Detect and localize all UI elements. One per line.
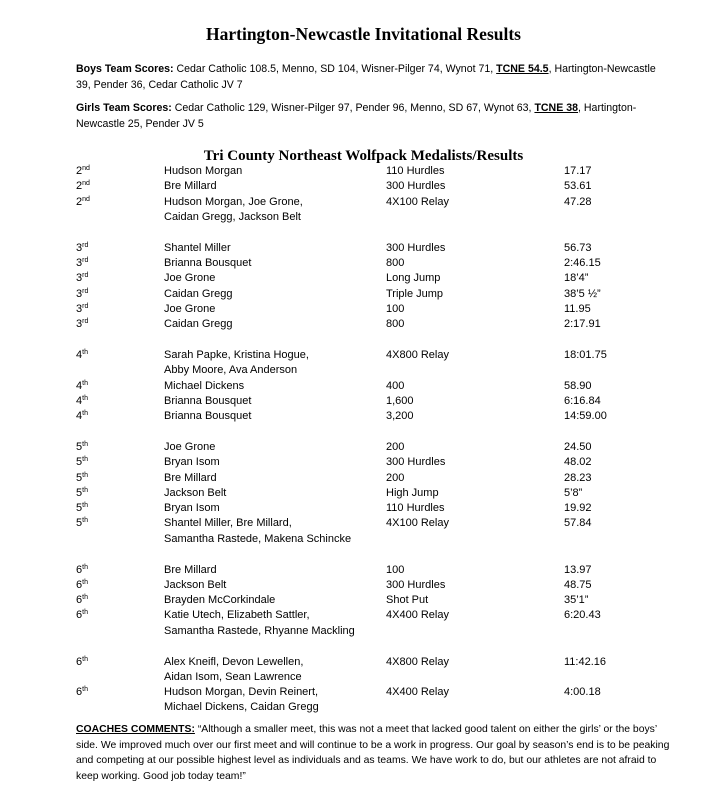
result-mark: 48.02: [564, 456, 592, 469]
athlete-line: Michael Dickens, Caidan Gregg: [164, 701, 319, 714]
athlete-line: Abby Moore, Ava Anderson: [164, 364, 298, 377]
result-row: [0, 593, 727, 608]
result-row: [0, 271, 727, 286]
result-event: 800: [386, 256, 405, 269]
result-event: 1,600: [386, 394, 414, 407]
result-athletes: [164, 317, 374, 332]
result-mark: 2:17.91: [564, 318, 601, 331]
result-row: [0, 195, 727, 226]
result-athletes: [164, 409, 374, 424]
result-event: 200: [386, 440, 405, 453]
athlete-line: Samantha Rastede, Rhyanne Mackling: [164, 624, 355, 637]
result-event: High Jump: [386, 486, 439, 499]
result-mark: 18:01.75: [564, 348, 607, 361]
athlete-line: Samantha Rastede, Makena Schincke: [164, 532, 352, 545]
result-row: [0, 348, 727, 379]
result-mark: 56.73: [564, 241, 592, 254]
result-place: 2nd: [76, 180, 90, 193]
result-event: 4X100 Relay: [386, 195, 449, 208]
boys-scores-tcne: TCNE 54.5: [496, 63, 549, 75]
result-event: 4X400 Relay: [386, 686, 449, 699]
result-place: 5th: [76, 502, 88, 515]
result-mark: 24.50: [564, 440, 592, 453]
results-list: [0, 164, 727, 716]
athlete-line: Bre Millard: [164, 563, 217, 576]
result-athletes: [164, 516, 374, 547]
result-athletes: [164, 608, 374, 639]
result-row: [0, 608, 727, 639]
result-place: 3rd: [76, 241, 89, 254]
girls-scores-after: , Hartington-Newcastle 25, Pender JV 5: [76, 102, 637, 130]
coaches-comments: [76, 722, 676, 784]
result-place: 3rd: [76, 272, 89, 285]
result-event: 110 Hurdles: [386, 502, 445, 515]
result-event: 300 Hurdles: [386, 241, 446, 254]
result-row: [0, 516, 727, 547]
athlete-line: Brianna Bousquet: [164, 394, 252, 407]
result-place: 4th: [76, 379, 88, 392]
result-row: [0, 409, 727, 424]
result-place: 5th: [76, 517, 88, 530]
athlete-line: Caidan Gregg, Jackson Belt: [164, 210, 301, 223]
result-place: 6th: [76, 594, 88, 607]
result-event: Triple Jump: [386, 287, 444, 300]
result-place: 4th: [76, 410, 88, 423]
result-mark: 28.23: [564, 471, 592, 484]
result-event: Long Jump: [386, 272, 441, 285]
boys-scores-after: , Hartington-Newcastle 39, Pender 36, Cedar Catholic JV 7: [76, 63, 656, 91]
boys-scores-label: Boys Team Scores:: [76, 63, 174, 75]
result-athletes: [164, 486, 374, 501]
athlete-line: Bre Millard: [164, 471, 217, 484]
result-mark: 18’4”: [564, 272, 589, 285]
result-athletes: [164, 287, 374, 302]
result-row: [0, 578, 727, 593]
result-athletes: [164, 195, 374, 226]
result-row: [0, 241, 727, 256]
result-athletes: [164, 348, 374, 379]
result-row: [0, 287, 727, 302]
result-row: [0, 563, 727, 578]
result-event: 4X800 Relay: [386, 655, 449, 668]
results-subtitle: Tri County Northeast Wolfpack Medalists/Results: [203, 148, 524, 164]
result-event: 4X800 Relay: [386, 348, 449, 361]
result-mark: 4:00.18: [564, 686, 601, 699]
girls-scores-tcne: TCNE 38: [534, 102, 579, 114]
result-mark: 58.90: [564, 379, 592, 392]
athlete-line: Hudson Morgan, Devin Reinert,: [164, 686, 319, 699]
result-event: 100: [386, 563, 405, 576]
boys-team-scores: [76, 62, 666, 93]
athlete-line: Michael Dickens: [164, 379, 245, 392]
result-athletes: [164, 302, 374, 317]
result-mark: 14:59.00: [564, 410, 607, 423]
athlete-line: Jackson Belt: [164, 486, 227, 499]
result-athletes: [164, 563, 374, 578]
result-place: 6th: [76, 686, 88, 699]
result-mark: 5’8”: [564, 486, 583, 499]
result-mark: 2:46.15: [564, 256, 601, 269]
athlete-line: Hudson Morgan: [164, 165, 243, 177]
result-place: 2nd: [76, 195, 90, 208]
result-place: 2nd: [76, 165, 90, 177]
result-row: [0, 302, 727, 317]
result-athletes: [164, 394, 374, 409]
result-row: [0, 317, 727, 332]
athlete-line: Brianna Bousquet: [164, 410, 252, 423]
girls-scores-before: Cedar Catholic 129, Wisner-Pilger 97, Pender 96, Menno, SD 67, Wynot 63,: [174, 102, 532, 114]
result-row: [0, 379, 727, 394]
result-athletes: [164, 578, 374, 593]
athlete-line: Bryan Isom: [164, 456, 220, 469]
result-row: [0, 455, 727, 470]
result-event: 4X400 Relay: [386, 609, 449, 622]
document-title: Hartington-Newcastle Invitational Results: [206, 24, 521, 44]
result-event: 4X100 Relay: [386, 517, 449, 530]
athlete-line: Bre Millard: [164, 180, 217, 193]
result-place: 5th: [76, 440, 88, 453]
result-athletes: [164, 455, 374, 470]
result-row: [0, 164, 727, 179]
result-event: 300 Hurdles: [386, 180, 446, 193]
result-row: [0, 501, 727, 516]
result-mark: 35’1”: [564, 594, 589, 607]
athlete-line: Jackson Belt: [164, 578, 227, 591]
result-place: 6th: [76, 655, 88, 668]
result-place: 4th: [76, 348, 88, 361]
result-place: 3rd: [76, 318, 89, 331]
result-event: 400: [386, 379, 405, 392]
result-athletes: [164, 501, 374, 516]
girls-scores-label: Girls Team Scores:: [76, 102, 172, 114]
result-athletes: [164, 241, 374, 256]
result-place: 5th: [76, 471, 88, 484]
comments-label: COACHES COMMENTS:: [76, 724, 195, 735]
result-athletes: [164, 179, 374, 194]
athlete-line: Bryan Isom: [164, 502, 220, 515]
result-athletes: [164, 271, 374, 286]
result-athletes: [164, 440, 374, 455]
girls-team-scores: [76, 101, 666, 132]
result-athletes: [164, 164, 374, 179]
result-mark: 48.75: [564, 578, 592, 591]
athlete-line: Hudson Morgan, Joe Grone,: [164, 195, 303, 208]
result-row: [0, 179, 727, 194]
result-place: 3rd: [76, 256, 89, 269]
result-mark: 17.17: [564, 165, 592, 177]
result-row: [0, 471, 727, 486]
result-mark: 53.61: [564, 180, 592, 193]
result-row: [0, 256, 727, 271]
athlete-line: Shantel Miller: [164, 241, 231, 254]
result-athletes: [164, 685, 374, 716]
result-event: Shot Put: [386, 594, 429, 607]
result-place: 6th: [76, 563, 88, 576]
result-place: 5th: [76, 456, 88, 469]
result-athletes: [164, 256, 374, 271]
result-mark: 38’5 ½”: [564, 287, 601, 300]
athlete-line: Sarah Papke, Kristina Hogue,: [164, 348, 309, 361]
result-row: [0, 486, 727, 501]
result-mark: 6:20.43: [564, 609, 601, 622]
result-row: [0, 685, 727, 716]
result-athletes: [164, 379, 374, 394]
athlete-line: Aidan Isom, Sean Lawrence: [164, 670, 302, 683]
athlete-line: Joe Grone: [164, 272, 216, 285]
result-athletes: [164, 593, 374, 608]
athlete-line: Caidan Gregg: [164, 318, 233, 331]
result-row: [0, 440, 727, 455]
result-mark: 6:16.84: [564, 394, 601, 407]
athlete-line: Katie Utech, Elizabeth Sattler,: [164, 609, 310, 622]
result-row: [0, 394, 727, 409]
boys-scores-before: Cedar Catholic 108.5, Menno, SD 104, Wisner-Pilger 74, Wynot 71,: [176, 63, 494, 75]
result-event: 300 Hurdles: [386, 456, 446, 469]
athlete-line: Joe Grone: [164, 302, 216, 315]
result-mark: 19.92: [564, 502, 592, 515]
result-event: 100: [386, 302, 405, 315]
result-place: 4th: [76, 394, 88, 407]
result-place: 6th: [76, 609, 88, 622]
comments-text: “Although a smaller meet, this was not a meet that lacked good talent on either the girls’ or the boys’ side. We improved much over our first meet and will continue to be a work in progress. Our goal by season’s end is to be peaking and competing at our possible highest level as individuals and as teams. We have work to do, but our athletes are not afraid to keep working. Good job today team!”: [76, 724, 670, 782]
result-place: 3rd: [76, 287, 89, 300]
result-event: 800: [386, 318, 405, 331]
result-mark: 11:42.16: [564, 655, 607, 668]
result-event: 300 Hurdles: [386, 578, 446, 591]
result-athletes: [164, 471, 374, 486]
athlete-line: Joe Grone: [164, 440, 216, 453]
result-event: 3,200: [386, 410, 414, 423]
result-row: [0, 655, 727, 686]
result-mark: 13.97: [564, 563, 592, 576]
result-mark: 47.28: [564, 195, 592, 208]
result-event: 110 Hurdles: [386, 165, 445, 177]
result-mark: 57.84: [564, 517, 592, 530]
result-mark: 11.95: [564, 302, 591, 315]
result-place: 5th: [76, 486, 88, 499]
result-place: 6th: [76, 578, 88, 591]
result-athletes: [164, 655, 374, 686]
athlete-line: Brayden McCorkindale: [164, 594, 276, 607]
athlete-line: Caidan Gregg: [164, 287, 233, 300]
athlete-line: Shantel Miller, Bre Millard,: [164, 517, 292, 530]
result-event: 200: [386, 471, 405, 484]
athlete-line: Brianna Bousquet: [164, 256, 252, 269]
athlete-line: Alex Kneifl, Devon Lewellen,: [164, 655, 304, 668]
result-place: 3rd: [76, 302, 89, 315]
